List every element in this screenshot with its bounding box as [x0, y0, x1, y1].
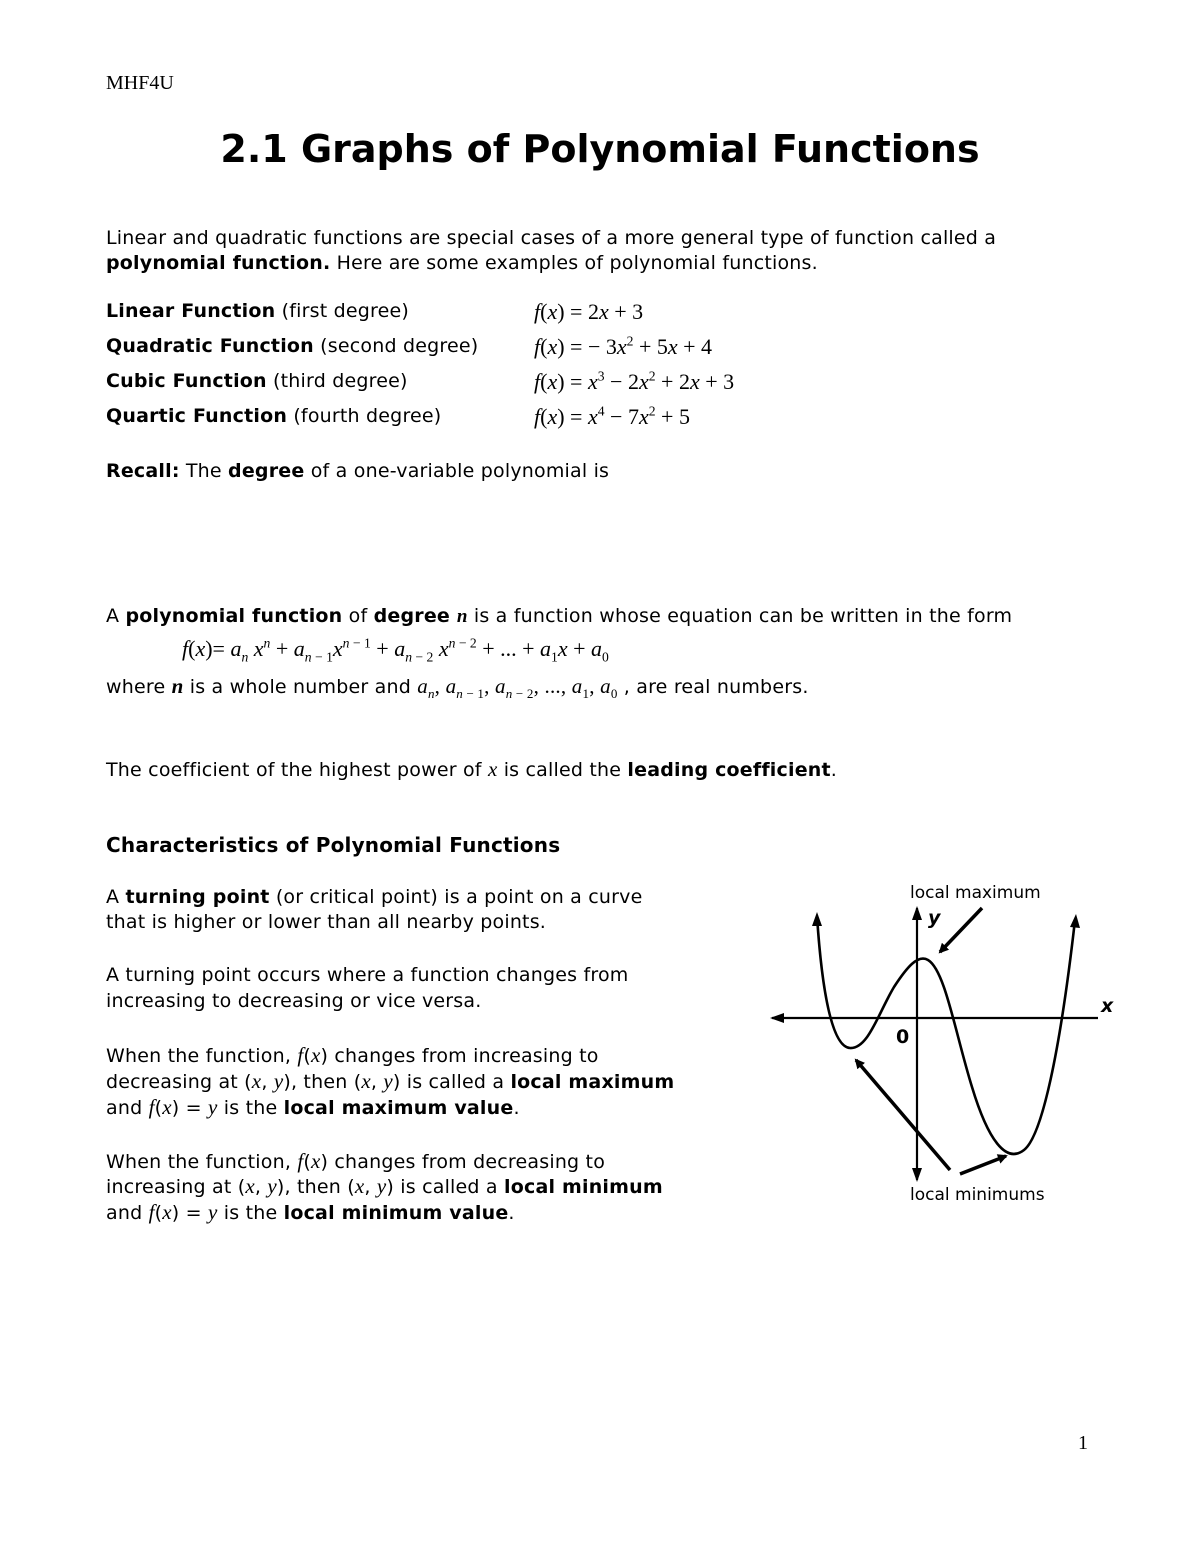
- local-min-line-2: increasing at (x, y), then (x, y) is called a local minimum: [106, 1174, 663, 1198]
- example-quadratic: [106, 335, 478, 357]
- course-code: MHF4U: [106, 72, 174, 94]
- leading-coefficient-line: [106, 757, 837, 782]
- x-axis-label: x: [1101, 995, 1114, 1017]
- intro-line-1: Linear and quadratic functions are special cases of a more general type of function called a: [106, 227, 997, 249]
- turning-text: (or critical point) is a point on a curve: [269, 886, 643, 908]
- polynomial-curve: [817, 916, 1075, 1154]
- turning-line-2: that is higher or lower than all nearby points.: [106, 911, 547, 933]
- local-minimum-arrow-left: [856, 1060, 950, 1170]
- text: is the: [217, 1097, 284, 1119]
- y-axis-arrow-up-icon: [912, 906, 922, 920]
- text: ), then (: [276, 1176, 355, 1198]
- x-axis-arrow-left-icon: [770, 1013, 784, 1023]
- local-min-line-3: and f(x) = y is the local minimum value.: [106, 1200, 515, 1224]
- recall-text: The: [179, 460, 229, 482]
- local-max-line-1: When the function, f(x) changes from increasing to: [106, 1043, 599, 1067]
- text: and: [106, 1202, 149, 1224]
- example-degree: (third degree): [266, 370, 408, 392]
- intro-rest: Here are some examples of polynomial functions.: [330, 252, 818, 274]
- text: ) is called a: [386, 1176, 505, 1198]
- local-max-line-3: and f(x) = y is the local maximum value.: [106, 1095, 520, 1119]
- text: .: [508, 1202, 515, 1224]
- definition-text: is a function whose equation can be written in the form: [467, 605, 1013, 627]
- origin-label: 0: [896, 1026, 910, 1048]
- intro-bold: polynomial function.: [106, 252, 331, 274]
- example-degree: (second degree): [313, 335, 479, 357]
- recall-bold: degree: [228, 460, 305, 482]
- recall-line: [106, 460, 609, 482]
- bold-term: local minimum: [504, 1176, 663, 1198]
- equation-quadratic: f(x) = − $3x^2 + 5x + 4$: [534, 333, 713, 359]
- definition-n: n: [456, 606, 468, 627]
- local-minimum-arrow-right: [960, 1156, 1006, 1174]
- example-degree: (first degree): [275, 300, 409, 322]
- leading-text: The coefficient of the highest power of: [106, 759, 488, 781]
- definition-bold-1: polynomial function: [125, 605, 343, 627]
- bold-term: local minimum value: [283, 1202, 509, 1224]
- definition-bold-2: degree: [373, 605, 457, 627]
- example-linear: [106, 300, 409, 322]
- local-max-line-2: decreasing at (x, y), then (x, y) is called a local maximum: [106, 1069, 675, 1093]
- text: When the function,: [106, 1151, 298, 1173]
- where-text: , are real numbers.: [617, 676, 809, 698]
- general-polynomial-equation: $f(x)= a_n$ $x^n + a_{n - 1}x^{n - 1} + a_{n - 2}$ $x^{n - 2}$ + ... + $a_1x + a_0$: [182, 635, 609, 665]
- example-degree: (fourth degree): [287, 405, 442, 427]
- recall-label: Recall:: [106, 460, 180, 482]
- local-minimums-label: local minimums: [910, 1185, 1045, 1205]
- recall-text-2: of a one-variable polynomial is: [304, 460, 610, 482]
- definition-line: [106, 605, 1012, 628]
- intro-line-2: [106, 252, 818, 274]
- turning-p2-line-1: A turning point occurs where a function changes from: [106, 964, 629, 986]
- example-name: Linear Function: [106, 300, 276, 322]
- leading-text: is called the: [497, 759, 628, 781]
- text: decreasing at (: [106, 1071, 252, 1093]
- y-axis-arrow-down-icon: [912, 1168, 922, 1182]
- turning-bold: turning point: [125, 886, 270, 908]
- coefficient-list: $a_n$, $a_{n - 1}$, $a_{n - 2}$, ..., $a_1$, $a_0$: [417, 674, 618, 702]
- text: ), then (: [283, 1071, 362, 1093]
- example-cubic: [106, 370, 408, 392]
- local-min-line-1: When the function, f(x) changes from decreasing to: [106, 1149, 606, 1173]
- equation-quartic: $f(x) = x^4 - 7x^2 + 5$: [534, 403, 690, 429]
- example-name: Quartic Function: [106, 405, 288, 427]
- turning-line-1: [106, 886, 643, 908]
- polynomial-graph-diagram: [760, 872, 1130, 1212]
- local-maximum-arrow: [940, 908, 982, 952]
- leading-text: .: [830, 759, 838, 781]
- curve-arrow-left-icon: [812, 912, 822, 926]
- bold-term: local maximum value: [283, 1097, 514, 1119]
- where-text: where: [106, 676, 172, 698]
- text: changes from increasing to: [328, 1045, 599, 1067]
- page-number: 1: [1078, 1432, 1088, 1454]
- text: and: [106, 1097, 149, 1119]
- equation-cubic: $f(x) = x^3 - 2x^2 + 2x + 3$: [534, 368, 735, 394]
- page-title: 2.1 Graphs of Polynomial Functions: [220, 127, 980, 171]
- example-name: Quadratic Function: [106, 335, 314, 357]
- equation-linear: f(x) = 2x + 3: [534, 299, 644, 324]
- leading-bold: leading coefficient: [627, 759, 831, 781]
- curve-arrow-right-icon: [1070, 914, 1080, 928]
- variable-x: x: [487, 757, 498, 781]
- where-text: is a whole number and: [183, 676, 418, 698]
- y-axis-label: y: [928, 907, 941, 929]
- text: When the function,: [106, 1045, 298, 1067]
- text: .: [513, 1097, 520, 1119]
- definition-where-line: where n is a whole number and $a_n$, $a_{n - 1}$, $a_{n - 2}$, ..., $a_1$, $a_0$ , are real numbers.: [106, 674, 809, 702]
- example-quartic: [106, 405, 441, 427]
- turning-text: A: [106, 886, 126, 908]
- definition-text: A: [106, 605, 126, 627]
- example-name: Cubic Function: [106, 370, 267, 392]
- turning-p2-line-2: increasing to decreasing or vice versa.: [106, 990, 482, 1012]
- text: increasing at (: [106, 1176, 246, 1198]
- local-maximum-label: local maximum: [910, 883, 1041, 903]
- bold-term: local maximum: [510, 1071, 675, 1093]
- text: changes from decreasing to: [328, 1151, 606, 1173]
- definition-text: of: [342, 605, 374, 627]
- text: ) is called a: [392, 1071, 511, 1093]
- section-heading: Characteristics of Polynomial Functions: [106, 833, 561, 857]
- text: is the: [217, 1202, 284, 1224]
